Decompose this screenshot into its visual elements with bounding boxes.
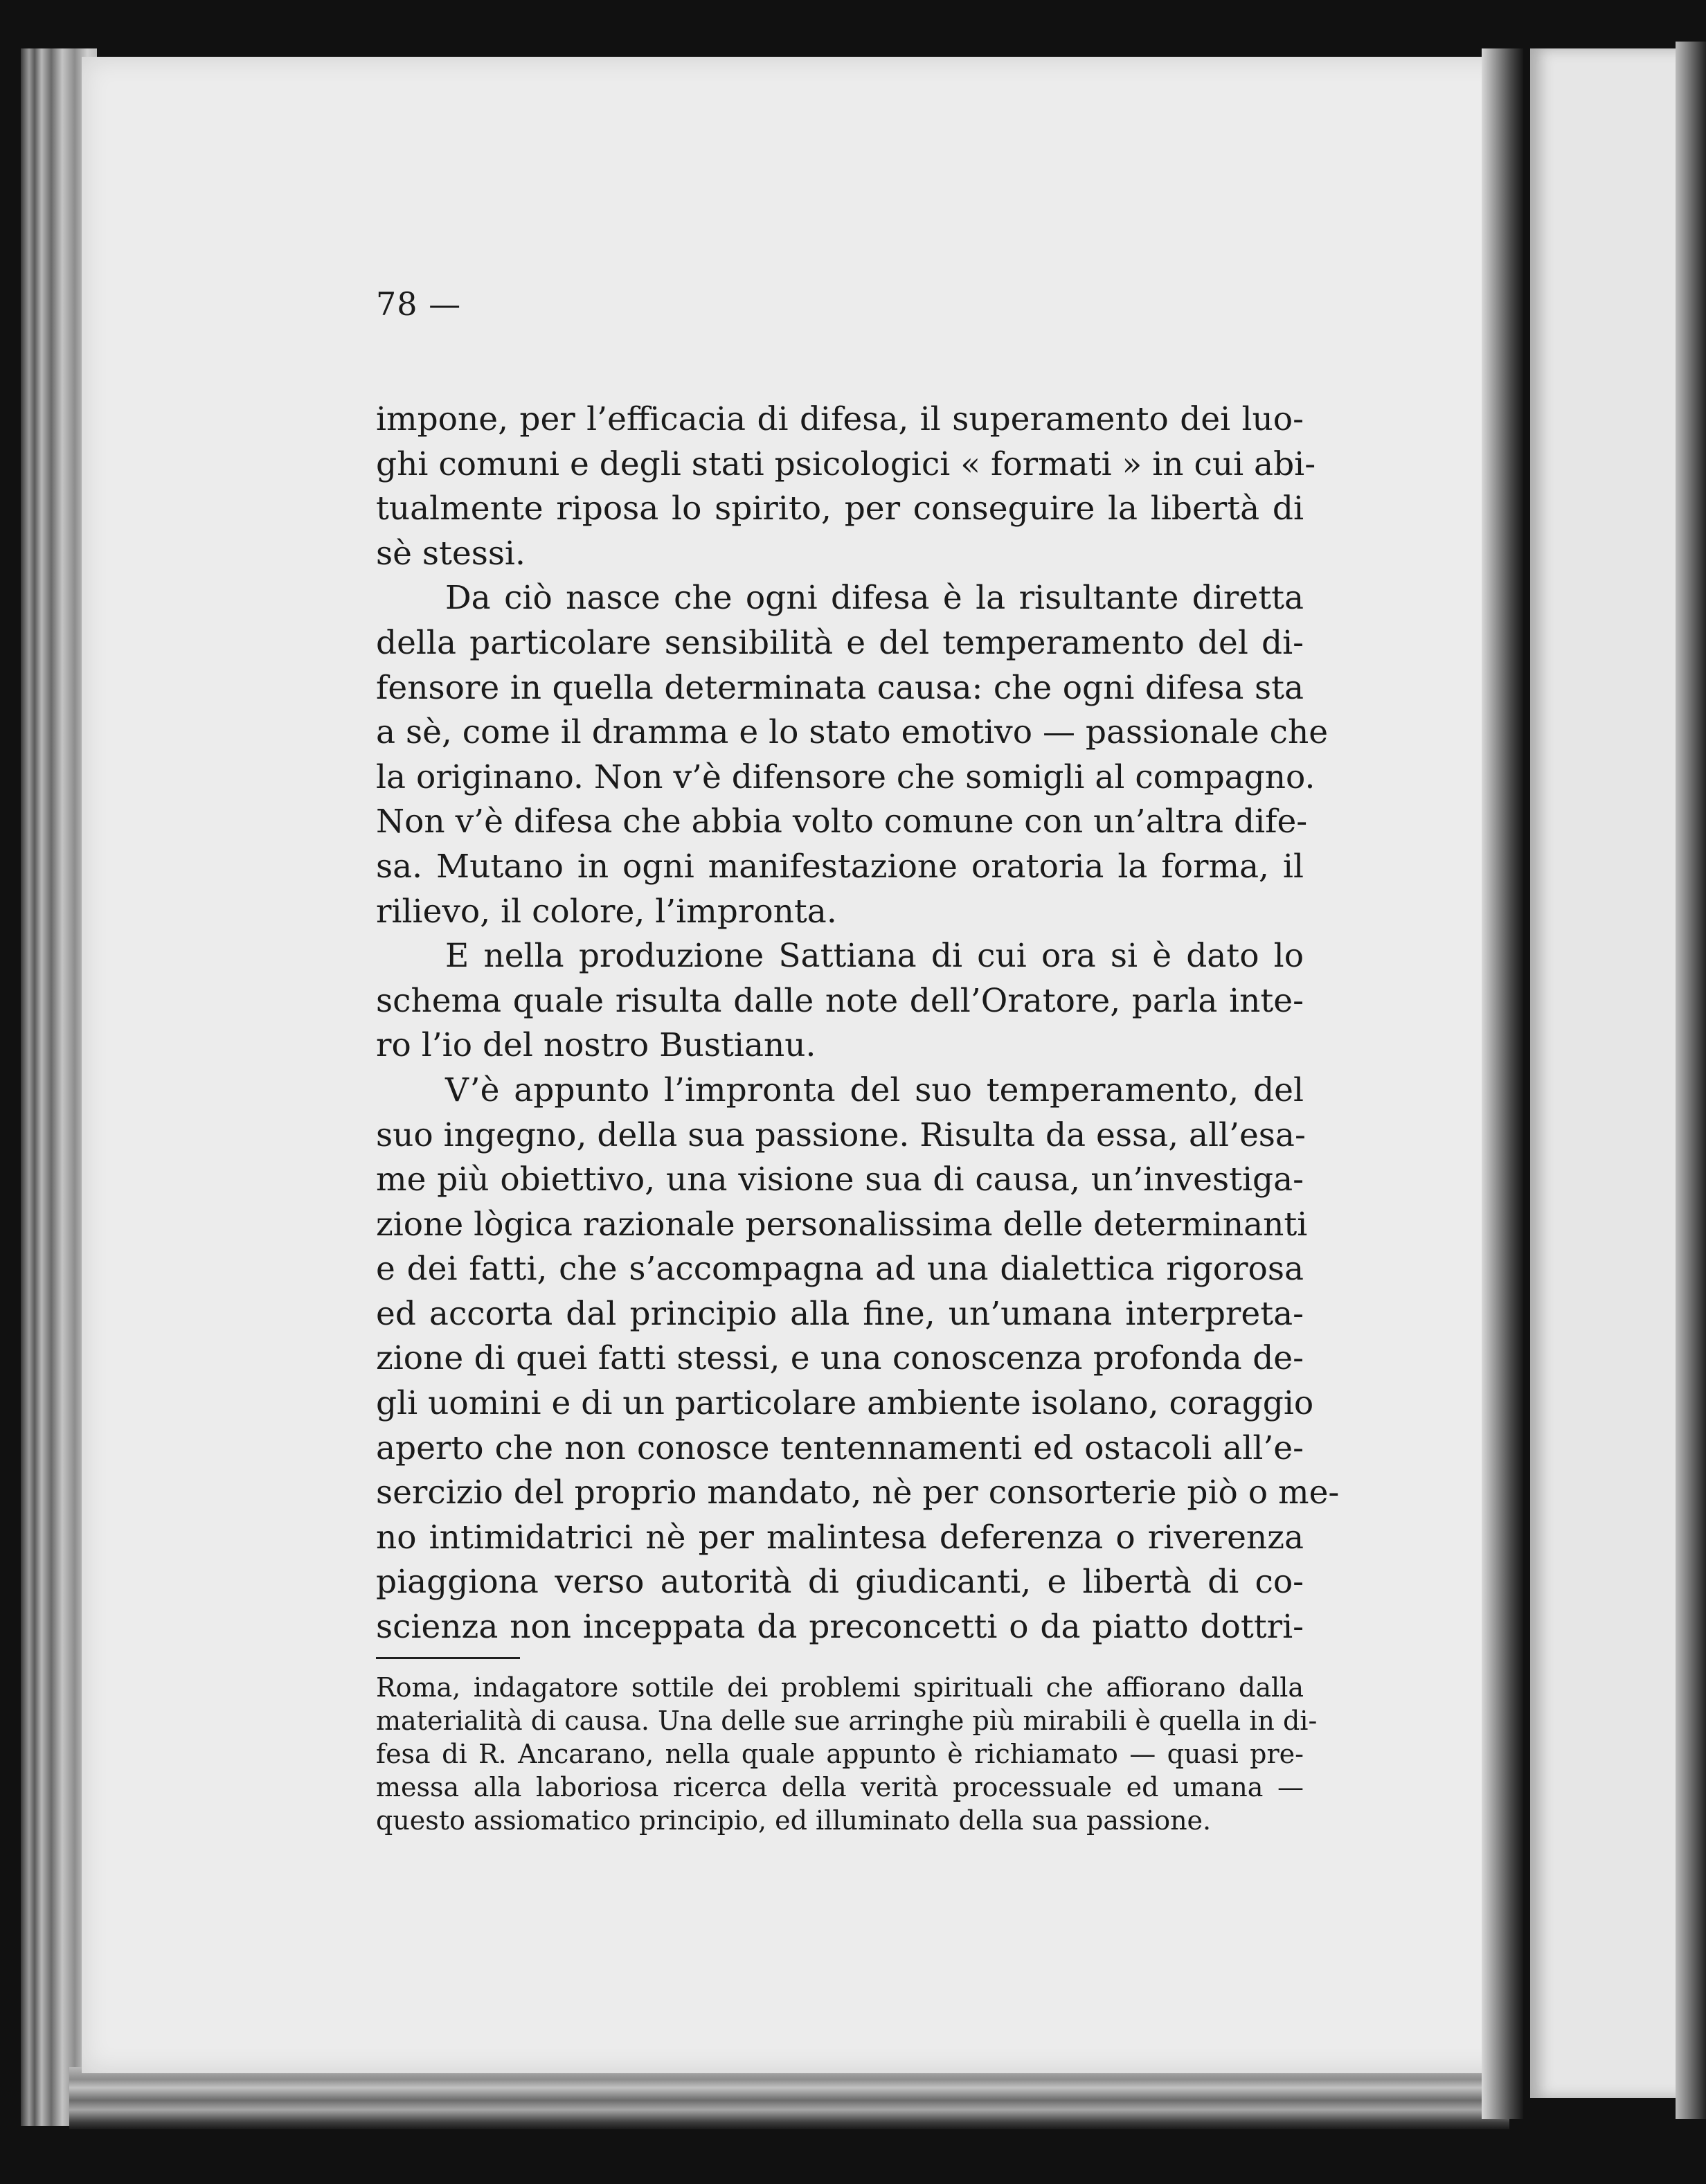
footnote-line: fesa di R. Ancarano, nella quale appunto è richiamato — quasi pre- <box>376 1739 1304 1769</box>
footnote-line: materialità di causa. Una delle sue arringhe più mirabili è quella in di- <box>376 1706 1318 1736</box>
body-line: e dei fatti, che s’accompagna ad una dialettica rigorosa <box>376 1250 1304 1289</box>
body-line: a sè, come il dramma e lo stato emotivo — passionale che <box>376 713 1329 752</box>
body-line: V’è appunto l’impronta del suo temperamento, del <box>445 1071 1304 1109</box>
footnote-separator <box>376 1657 520 1659</box>
body-line: schema quale risulta dalle note dell’Oratore, parla inte- <box>376 981 1304 1020</box>
body-line: suo ingegno, della sua passione. Risulta da essa, all’esa- <box>376 1116 1306 1154</box>
body-line: impone, per l’efficacia di difesa, il superamento dei luo- <box>376 400 1304 438</box>
body-line: sercizio del proprio mandato, nè per consorterie piò o me- <box>376 1474 1340 1512</box>
book-gutter-shadow <box>1482 48 1523 2119</box>
body-line: scienza non inceppata da preconcetti o da piatto dottri- <box>376 1608 1304 1647</box>
body-line: piaggiona verso autorità di giudicanti, e libertà di co- <box>376 1563 1304 1602</box>
body-line: E nella produzione Sattiana di cui ora si è dato lo <box>445 937 1304 976</box>
body-line: Non v’è difesa che abbia volto comune con un’altra dife- <box>376 803 1308 841</box>
footnote <box>376 1671 1318 1837</box>
book-bottom-page-edges <box>69 2067 1509 2129</box>
footnote-line: questo assiomatico principio, ed illuminato della sua passione. <box>376 1805 1212 1836</box>
body-line: aperto che non conosce tentennamenti ed ostacoli all’e- <box>376 1429 1304 1467</box>
body-line: sè stessi. <box>376 534 526 573</box>
body-line: zione lògica razionale personalissima delle determinanti <box>376 1205 1308 1244</box>
footnote-line: Roma, indagatore sottile dei problemi spirituali che affiorano dalla <box>376 1672 1304 1703</box>
body-line: rilievo, il colore, l’impronta. <box>376 892 837 931</box>
footnote-line: messa alla laboriosa ricerca della verità processuale ed umana — <box>376 1772 1304 1802</box>
body-line: gli uomini e di un particolare ambiente isolano, coraggio <box>376 1384 1314 1423</box>
body-line: sa. Mutano in ogni manifestazione oratoria la forma, il <box>376 847 1304 886</box>
body-line: ghi comuni e degli stati psicologici « formati » in cui abi- <box>376 445 1316 483</box>
body-line: la originano. Non v’è difensore che somigli al compagno. <box>376 758 1316 796</box>
body-line: zione di quei fatti stessi, e una conoscenza profonda de- <box>376 1339 1304 1378</box>
body-text <box>376 397 1340 1650</box>
body-line: no intimidatrici nè per malintesa deferenza o riverenza <box>376 1518 1304 1557</box>
body-line: ro l’io del nostro Bustianu. <box>376 1026 816 1065</box>
body-line: Da ciò nasce che ogni difesa è la risultante diretta <box>445 579 1304 618</box>
body-line: della particolare sensibilità e del temperamento del di- <box>376 623 1304 662</box>
body-line: fensore in quella determinata causa: che ogni difesa sta <box>376 668 1304 707</box>
page-number: 78 — <box>376 285 462 323</box>
body-line: ed accorta dal principio alla fine, un’umana interpreta- <box>376 1294 1304 1333</box>
body-line: me più obiettivo, una visione sua di causa, un’investiga- <box>376 1161 1304 1199</box>
body-line: tualmente riposa lo spirito, per conseguire la libertà di <box>376 490 1304 528</box>
facing-page-edge <box>1676 42 1706 2119</box>
